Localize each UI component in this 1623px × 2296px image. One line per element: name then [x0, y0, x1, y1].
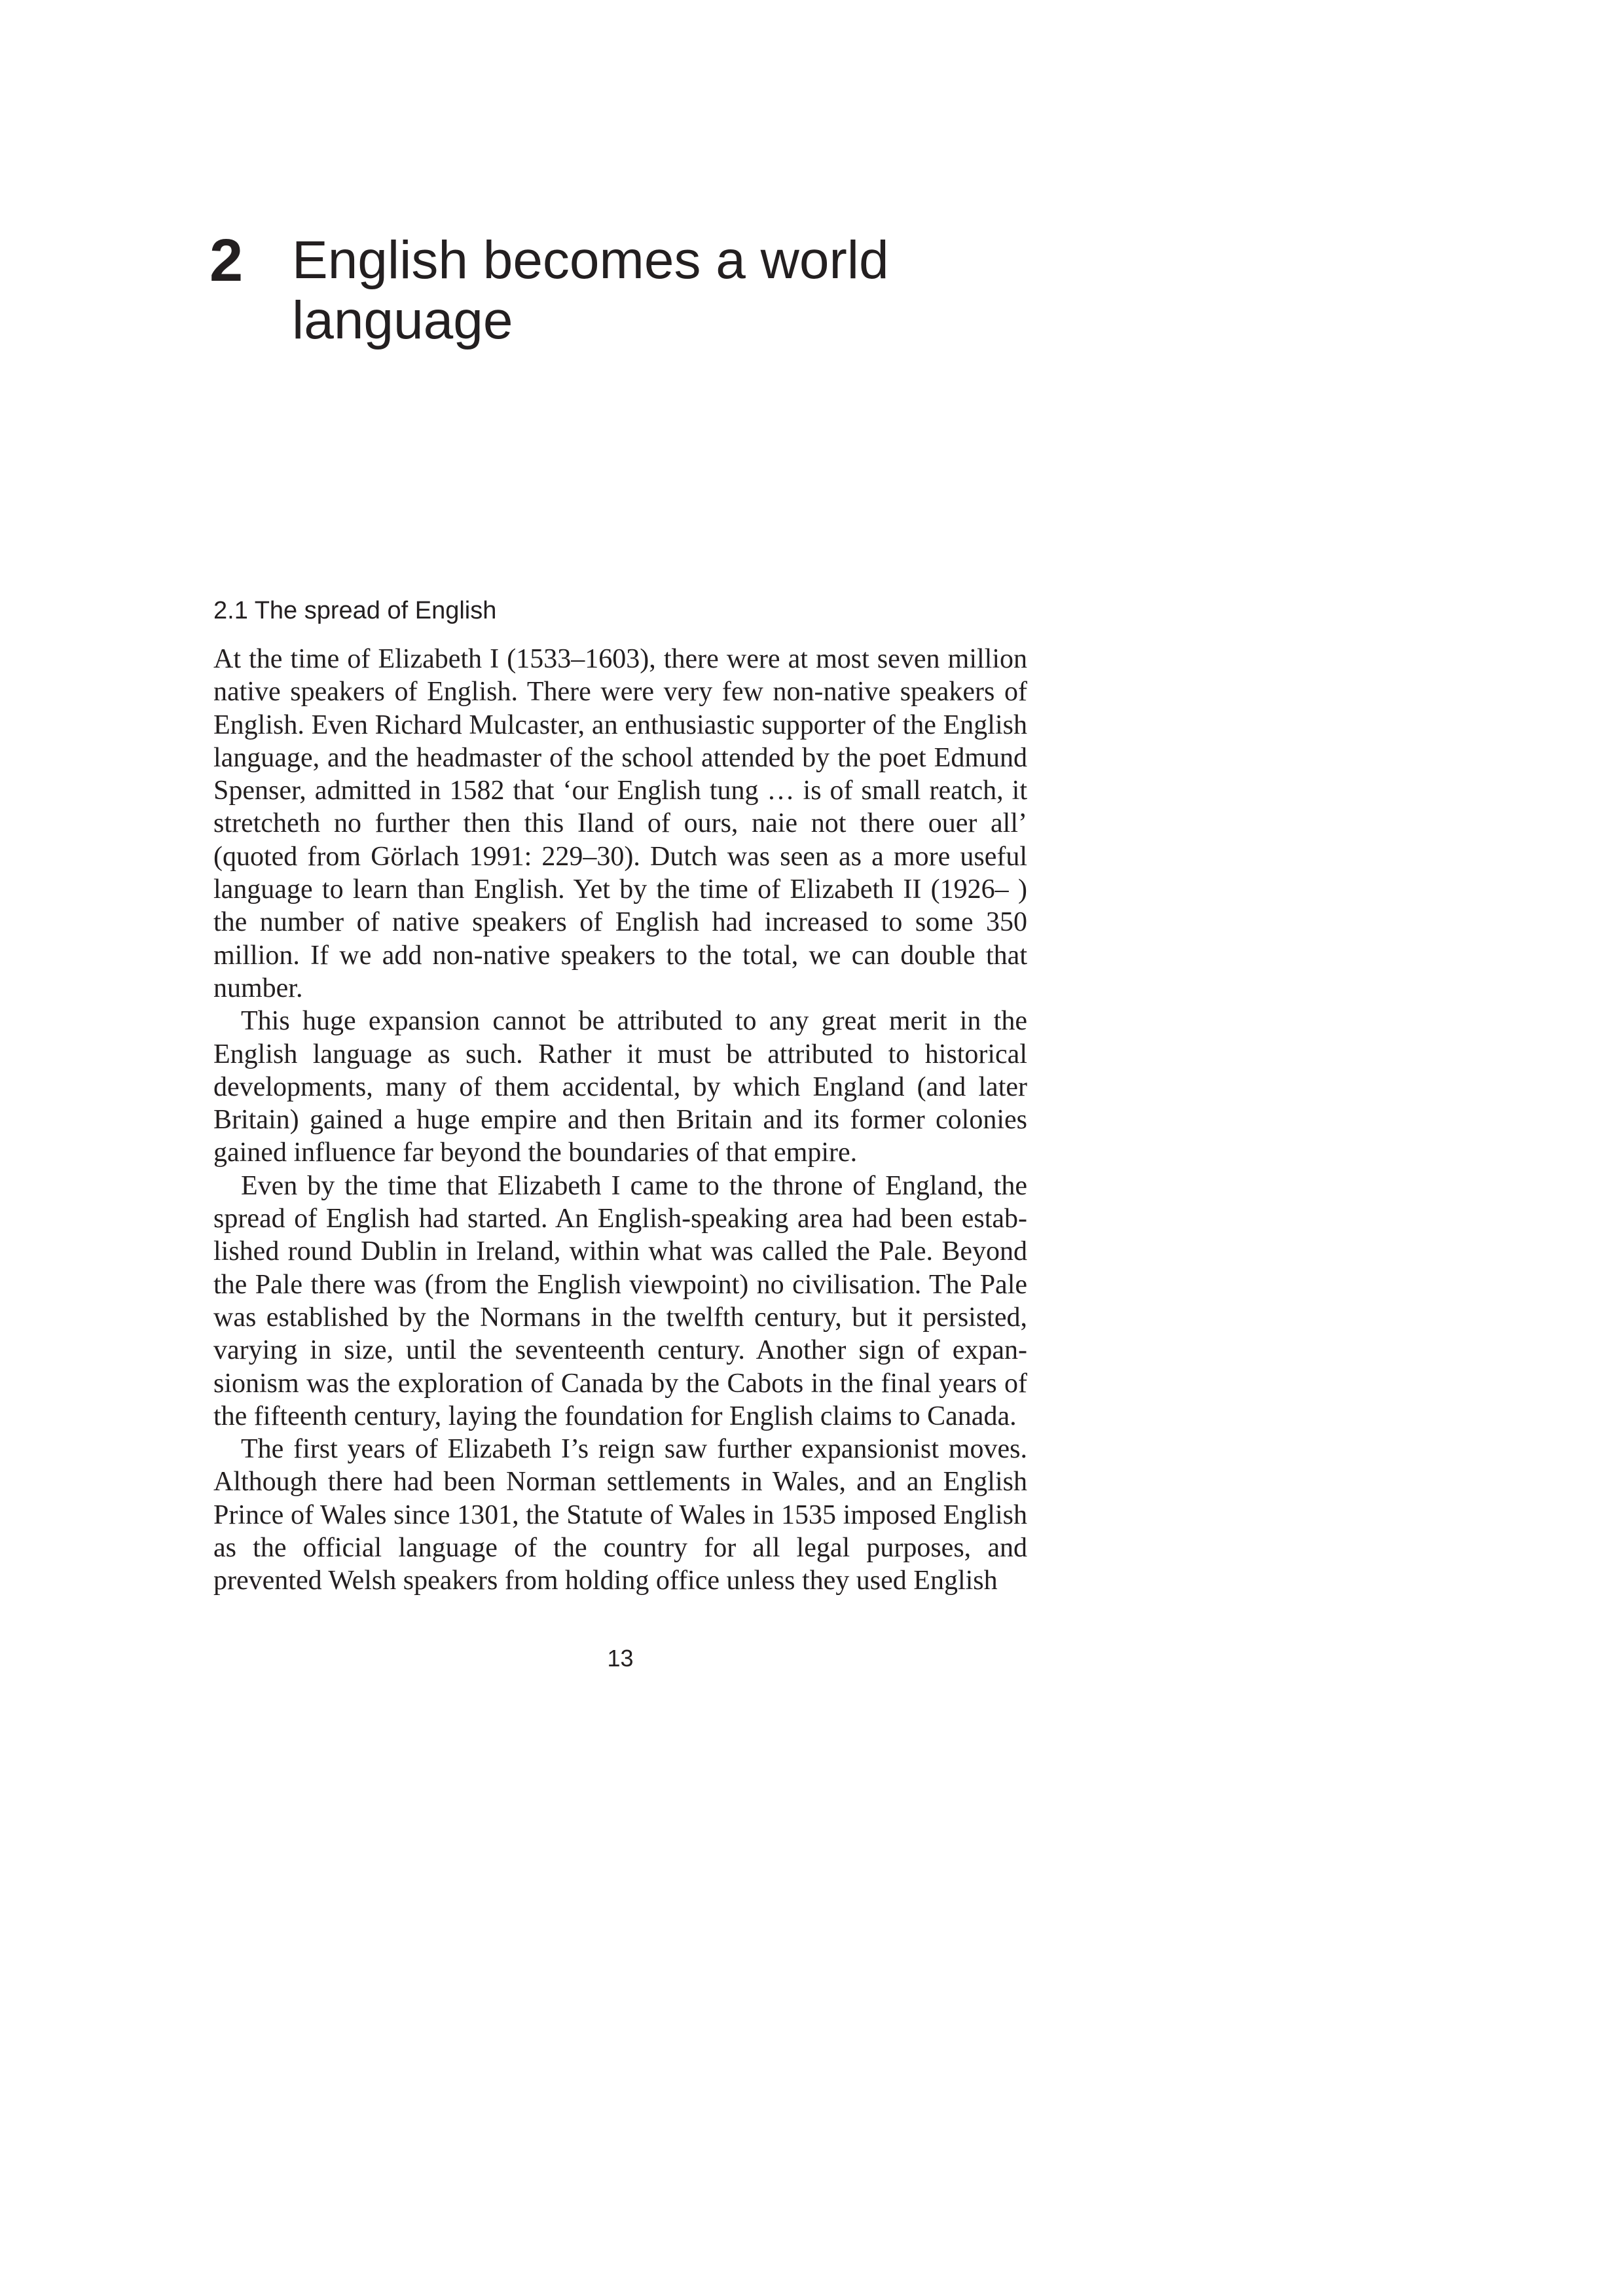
paragraph-3: Even by the time that Elizabeth I came to the throne of England, the spread of English had started. An English-speaking area had been estab-lished round Dublin in Ireland, within what was called the Pale. Beyond the Pale there was (from the English viewpoint) no civilisation. The Pale was established by the Normans in the twelfth century, but it persisted, varying in size, until the seventeenth century. Another sign of expan-sionism was the exploration of Canada by the Cabots in the final years of the fifteenth century, laying the foundation for English claims to Canada. [213, 1170, 1027, 1431]
chapter-title: English becomes a world language [292, 230, 889, 350]
page-number: 13 [607, 1645, 634, 1672]
chapter-number: 2 [210, 227, 244, 294]
section-heading: 2.1 The spread of English [213, 597, 497, 624]
paragraph-1: At the time of Elizabeth I (1533–1603), there were at most seven million native speakers of English. There were very few non-native speakers of English. Even Richard Mulcaster, an enthusiastic supporter of the English language, and the headmaster of the school attended by the poet Edmund Spenser, admitted in 1582 that ‘our English tung … is of small reatch, it stretcheth no further then this Iland of ours, naie not there ouer all’ (quoted from Görlach 1991: 229–30). Dutch was seen as a more useful language to learn than English. Yet by the time of Elizabeth II (1926– ) the number of native speakers of English had increased to some 350 million. If we add non-native speakers to the total, we can double that number. [213, 644, 1027, 1003]
paragraph-2: This huge expansion cannot be attributed to any great merit in the English language as such. Rather it must be attributed to historical developments, many of them accidental, by which England (and later Britain) gained a huge empire and then Britain and its former colonies gained influence far beyond the boundaries of that empire. [213, 1006, 1027, 1168]
body-text [213, 643, 1027, 1598]
paragraph-4: The first years of Elizabeth I’s reign saw further expansionist moves. Although there had been Norman settlements in Wales, and an English Prince of Wales since 1301, the Statute of Wales in 1535 imposed English as the official language of the country for all legal purposes, and prevented Welsh speakers from holding office unless they used English [213, 1434, 1027, 1596]
